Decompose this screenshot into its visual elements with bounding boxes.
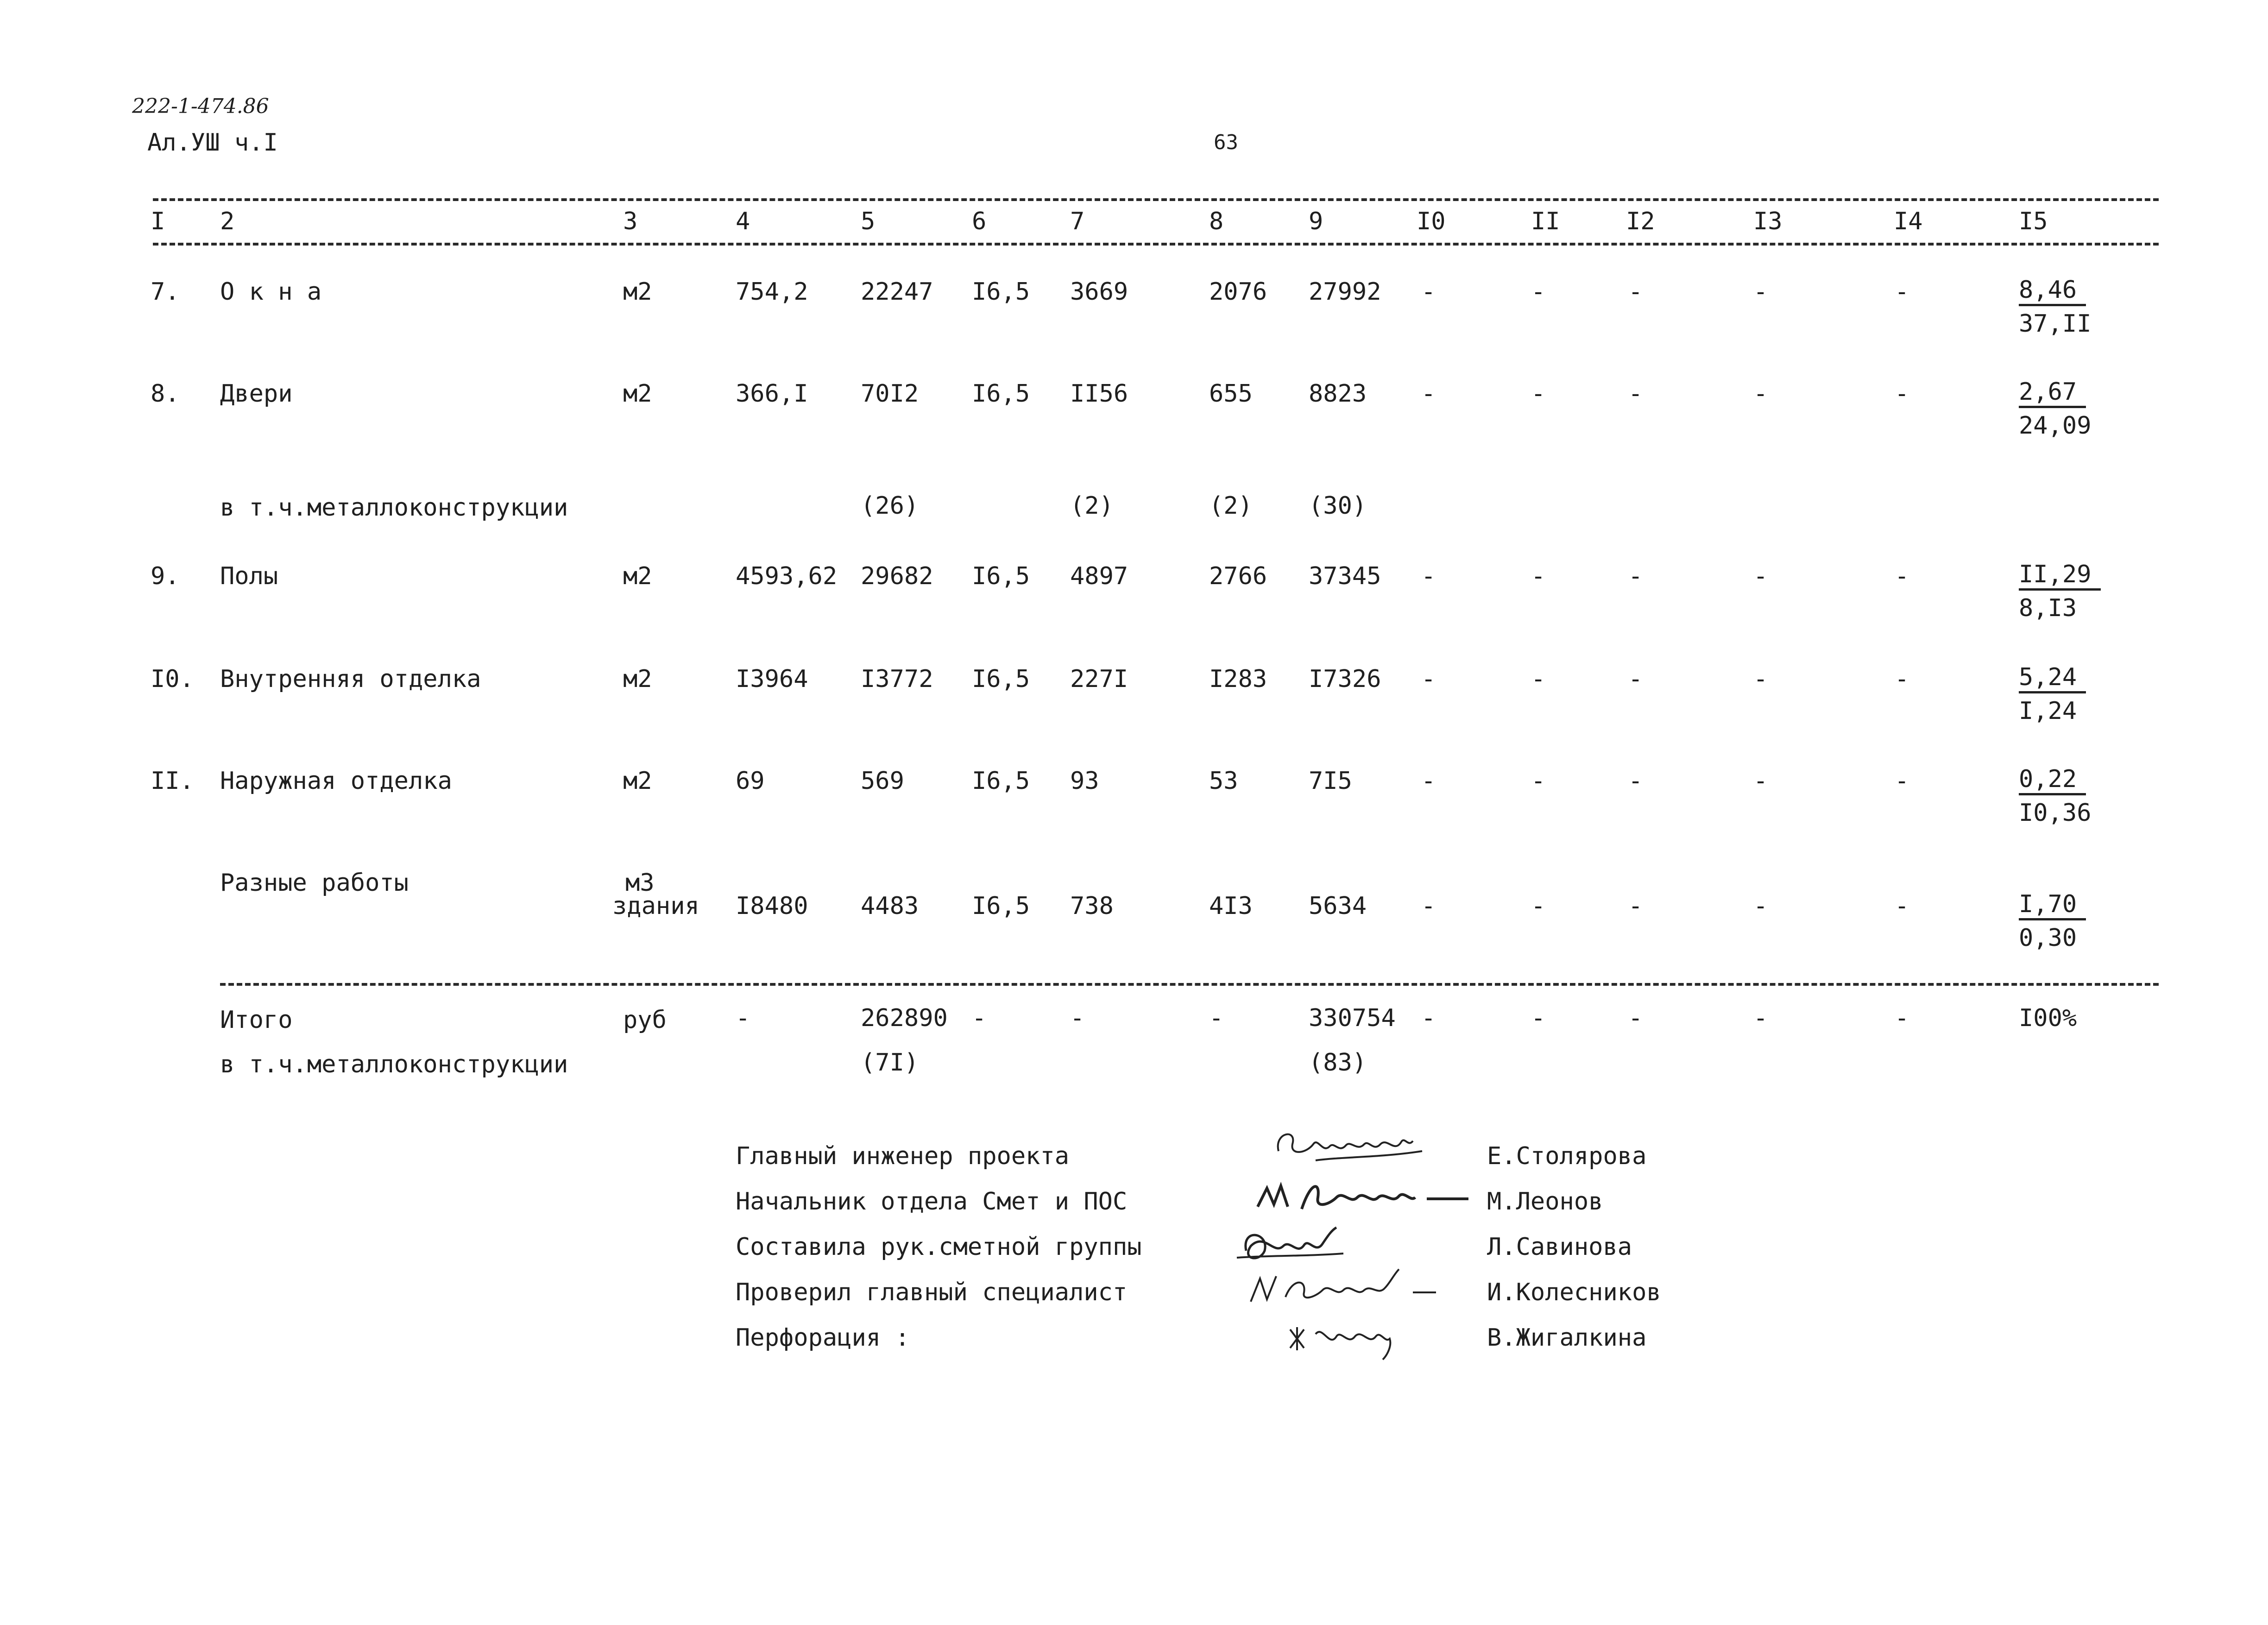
total-col4: - (736, 1004, 750, 1032)
row-unit-secondary: здания (612, 892, 699, 920)
row-name: О к н а (220, 278, 322, 306)
album-label: Ал.УШ ч.I (147, 129, 278, 157)
col-header: 2 (220, 208, 235, 235)
row-col8: 2076 (1209, 278, 1267, 306)
ratio-numerator: 2,67 (2019, 380, 2086, 408)
row-col6: I6,5 (972, 892, 1030, 920)
row-col14: - (1895, 665, 1909, 693)
signature-role: Главный инженер проекта (736, 1142, 1070, 1170)
row-col5: I3772 (861, 665, 933, 693)
row-col12: - (1628, 767, 1643, 795)
row-col5: 569 (861, 767, 904, 795)
row-col15 (2019, 278, 2092, 336)
row-col12: - (1628, 892, 1643, 920)
row-col4: 366,I (736, 380, 808, 408)
total-col7: - (1070, 1004, 1085, 1032)
row-col7: (2) (1070, 492, 1114, 520)
row-col14: - (1895, 380, 1909, 408)
row-col9: I7326 (1309, 665, 1381, 693)
handwritten-signature (1251, 1172, 1482, 1218)
row-col9: 37345 (1309, 562, 1381, 590)
rule-top (153, 198, 2159, 201)
row-col8: I283 (1209, 665, 1267, 693)
row-unit: м3 (625, 869, 655, 897)
row-col14: - (1895, 892, 1909, 920)
handwritten-signature (1232, 1218, 1362, 1269)
row-col7: 4897 (1070, 562, 1128, 590)
row-unit: м2 (623, 665, 652, 693)
row-col5: (26) (861, 492, 919, 520)
row-col10: - (1421, 892, 1436, 920)
row-col15 (2019, 665, 2086, 723)
col-header: I4 (1894, 208, 1923, 235)
row-number: 9. (151, 562, 180, 590)
ratio-numerator: I,70 (2019, 892, 2086, 920)
total-col6: - (972, 1004, 987, 1032)
rule-totals (220, 983, 2159, 986)
row-col9: 5634 (1309, 892, 1367, 920)
row-col8: 53 (1209, 767, 1238, 795)
row-col6: I6,5 (972, 278, 1030, 306)
row-col8: 655 (1209, 380, 1253, 408)
row-col11: - (1531, 665, 1546, 693)
signature-role: Начальник отдела Смет и ПОС (736, 1188, 1128, 1216)
total-subrow-col5: (7I) (861, 1049, 919, 1077)
row-col7: 3669 (1070, 278, 1128, 306)
row-col15 (2019, 380, 2092, 438)
col-header: I0 (1417, 208, 1446, 235)
total-unit: руб (623, 1006, 667, 1034)
signature-role: Составила рук.сметной группы (736, 1233, 1142, 1261)
total-col8: - (1209, 1004, 1224, 1032)
row-col12: - (1628, 380, 1643, 408)
row-name: Разные работы (220, 869, 409, 897)
subrow-name: в т.ч.металлоконструкции (220, 494, 568, 522)
row-col6: I6,5 (972, 665, 1030, 693)
row-name: Внутренняя отделка (220, 665, 481, 693)
row-col8: 4I3 (1209, 892, 1253, 920)
row-col7: 93 (1070, 767, 1099, 795)
signer-name: М.Леонов (1487, 1188, 1603, 1216)
col-header: 6 (972, 208, 987, 235)
handwritten-signature (1241, 1265, 1464, 1311)
total-col13: - (1753, 1004, 1768, 1032)
row-col5: 4483 (861, 892, 919, 920)
row-col13: - (1753, 767, 1768, 795)
row-name: Наружная отделка (220, 767, 452, 795)
handwritten-signature (1269, 1119, 1436, 1170)
row-col12: - (1628, 562, 1643, 590)
signer-name: И.Колесников (1487, 1279, 1661, 1306)
col-header: 8 (1209, 208, 1224, 235)
row-name: Двери (220, 380, 293, 408)
row-col4: 754,2 (736, 278, 808, 306)
row-col9: 7I5 (1309, 767, 1352, 795)
col-header: 9 (1309, 208, 1323, 235)
ratio-denominator: 0,30 (2019, 924, 2077, 952)
row-col10: - (1421, 665, 1436, 693)
row-col13: - (1753, 892, 1768, 920)
row-col13: - (1753, 278, 1768, 306)
row-number: 8. (151, 380, 180, 408)
ratio-denominator: I,24 (2019, 697, 2077, 725)
signature-role: Перфорация : (736, 1324, 910, 1352)
col-header: 4 (736, 208, 750, 235)
row-col4: I3964 (736, 665, 808, 693)
row-col15 (2019, 767, 2092, 825)
row-col10: - (1421, 380, 1436, 408)
row-number: I0. (151, 665, 194, 693)
row-col11: - (1531, 562, 1546, 590)
signer-name: Л.Савинова (1487, 1233, 1632, 1261)
total-col12: - (1628, 1004, 1643, 1032)
row-col9: 27992 (1309, 278, 1381, 306)
col-header: 3 (623, 208, 638, 235)
row-col11: - (1531, 767, 1546, 795)
col-header: I3 (1753, 208, 1783, 235)
total-col14: - (1895, 1004, 1909, 1032)
row-col6: I6,5 (972, 562, 1030, 590)
signer-name: В.Жигалкина (1487, 1324, 1647, 1352)
row-col15 (2019, 892, 2086, 950)
row-col8: (2) (1209, 492, 1253, 520)
row-col9: 8823 (1309, 380, 1367, 408)
row-col11: - (1531, 380, 1546, 408)
col-header: I5 (2019, 208, 2048, 235)
total-col5: 262890 (861, 1004, 948, 1032)
ratio-denominator: 37,II (2019, 310, 2092, 338)
row-col10: - (1421, 278, 1436, 306)
row-col5: 29682 (861, 562, 933, 590)
row-col10: - (1421, 767, 1436, 795)
row-unit: м2 (623, 278, 652, 306)
row-col7: 738 (1070, 892, 1114, 920)
total-label: Итого (220, 1006, 293, 1034)
row-col5: 22247 (861, 278, 933, 306)
total-col11: - (1531, 1004, 1546, 1032)
row-col15 (2019, 562, 2101, 620)
col-header: 5 (861, 208, 876, 235)
row-col13: - (1753, 562, 1768, 590)
row-unit: м2 (623, 562, 652, 590)
row-unit: м2 (623, 380, 652, 408)
row-col6: I6,5 (972, 767, 1030, 795)
ratio-denominator: 24,09 (2019, 412, 2092, 440)
total-col9: 330754 (1309, 1004, 1396, 1032)
total-col15: I00% (2019, 1004, 2077, 1032)
row-col10: - (1421, 562, 1436, 590)
total-col10: - (1421, 1004, 1436, 1032)
col-header: 7 (1070, 208, 1085, 235)
ratio-numerator: 8,46 (2019, 278, 2086, 306)
row-unit: м2 (623, 767, 652, 795)
row-name: Полы (220, 562, 278, 590)
row-col12: - (1628, 665, 1643, 693)
col-header: I2 (1626, 208, 1655, 235)
document-code: 222-1-474.86 (132, 94, 269, 118)
row-col4: I8480 (736, 892, 808, 920)
signature-role: Проверил главный специалист (736, 1279, 1128, 1306)
row-col12: - (1628, 278, 1643, 306)
row-col14: - (1895, 278, 1909, 306)
ratio-denominator: I0,36 (2019, 799, 2092, 827)
row-number: 7. (151, 278, 180, 306)
row-col13: - (1753, 665, 1768, 693)
ratio-denominator: 8,I3 (2019, 594, 2077, 622)
rule-header-bottom (153, 243, 2159, 246)
row-col11: - (1531, 278, 1546, 306)
row-col6: I6,5 (972, 380, 1030, 408)
row-col5: 70I2 (861, 380, 919, 408)
row-col11: - (1531, 892, 1546, 920)
row-number: II. (151, 767, 194, 795)
row-col7: 227I (1070, 665, 1128, 693)
col-header: II (1531, 208, 1560, 235)
row-col8: 2766 (1209, 562, 1267, 590)
handwritten-signature (1283, 1311, 1422, 1362)
page-number: 63 (1214, 131, 1238, 154)
row-col7: II56 (1070, 380, 1128, 408)
row-col14: - (1895, 562, 1909, 590)
row-col4: 4593,62 (736, 562, 838, 590)
col-header: I (151, 208, 165, 235)
row-col13: - (1753, 380, 1768, 408)
ratio-numerator: II,29 (2019, 562, 2101, 591)
ratio-numerator: 0,22 (2019, 767, 2086, 795)
ratio-numerator: 5,24 (2019, 665, 2086, 693)
total-subrow-col9: (83) (1309, 1049, 1367, 1077)
row-col9: (30) (1309, 492, 1367, 520)
signer-name: Е.Столярова (1487, 1142, 1647, 1170)
total-subrow-label: в т.ч.металлоконструкции (220, 1051, 568, 1078)
row-col4: 69 (736, 767, 765, 795)
row-col14: - (1895, 767, 1909, 795)
